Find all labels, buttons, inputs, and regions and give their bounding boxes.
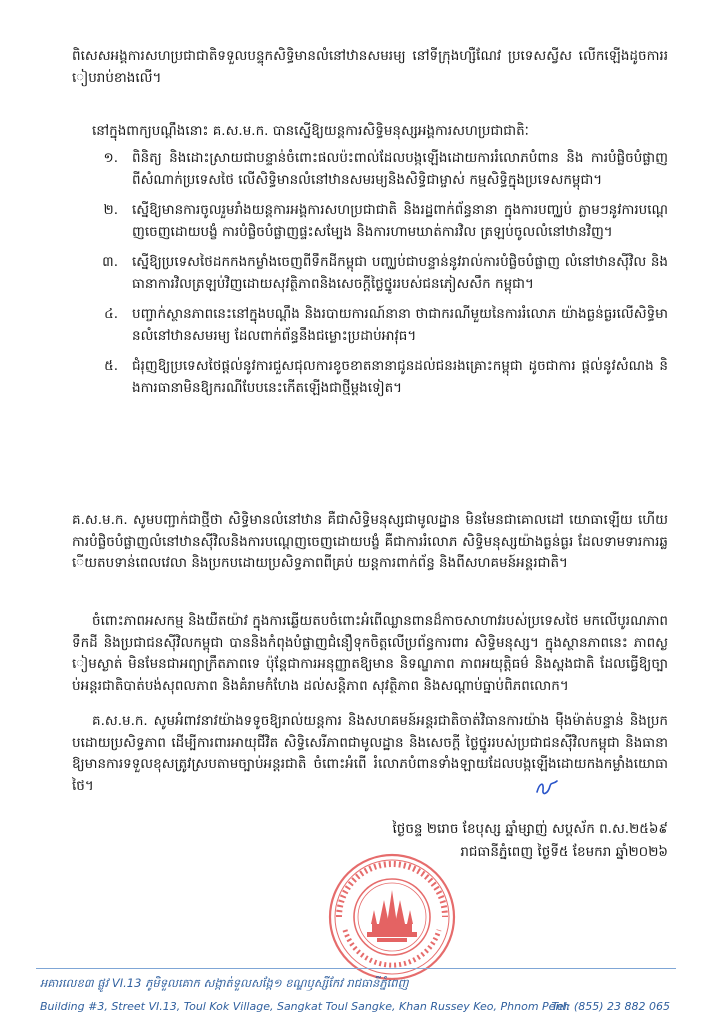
item-number: ២.: [103, 202, 118, 218]
intro-paragraph: ពិសេសអង្គការសហប្រជាជាតិទទួលបន្ទុកសិទ្ធិមានលំនៅឋានសមរម្យ នៅទីក្រុងហ្សឺណែវ ប្រទេសស្វីស លើកឡើងដូចការរៀបរាប់ខាងលើ។: [72, 48, 668, 86]
list-item: [72, 356, 668, 399]
footer-address-kh: អគារលេខ៣ ផ្លូវ VI.13 ភូមិទួលគោក សង្កាត់ទួលសង្កែ១ ខណ្ឌឫស្សីកែវ រាជធានីភ្នំពេញ: [40, 976, 409, 990]
request-list: [72, 148, 668, 408]
lunar-date: ថ្ងៃចន្ទ ២រោច ខែបុស្ស ឆ្នាំម្សាញ់ សប្តស័ក ព.ស.២៥៦៩: [392, 821, 668, 837]
item-number: ៥.: [104, 358, 118, 374]
item-number: ១.: [103, 150, 118, 166]
item-number: ៤.: [104, 306, 118, 322]
solar-date: រាជធានីភ្នំពេញ ថ្ងៃទី៥ ខែមករា ឆ្នាំ២០២៦: [460, 844, 668, 860]
list-item: [72, 304, 668, 347]
item-text: ពិនិត្យ និងដោះស្រាយជាបន្ទាន់ចំពោះផលប៉ះពាល់ដែលបង្កឡើងដោយការរំលោភបំពាន និង ការបំផ្លិចបំផ្លាញ ពីសំណាក់ប្រទេសថៃ លើសិទ្ធិមានលំនៅឋានសមរម្យនិងសិទ្ធិជាម្ចាស់ កម្មសិទ្ធិក្នុងប្រទេសកម្ពុជា។: [132, 150, 668, 188]
signature-mark: [534, 778, 560, 798]
list-item: [72, 148, 668, 191]
paragraph-inaction: ចំពោះភាពអសកម្ម និងយឺតយ៉ាវ ក្នុងការឆ្លើយតបចំពោះអំពើឈ្លានពានដ៏កាចសាហាវរបស់ប្រទេសថៃ មកលើបូរណភាពទឹកដី និងប្រជាជនស៊ីវិលកម្ពុជា បាននិងកំពុងបំផ្លាញជំនឿទុកចិត្តលើប្រព័ន្ធការពារ សិទ្ធិមនុស្ស។ ក្នុងស្ថានភាពនេះ ភាពស្ងៀមស្ងាត់ មិនមែនជាអព្យាក្រឹតភាពទេ ប៉ុន្តែជាការអនុញ្ញាតឱ្យមាន និទណ្ឌភាព ភាពអយុត្តិធម៌ និងស្ពងជាតិ ដែលធ្វើឱ្យច្បាប់អន្តរជាតិបាត់បង់សុពលភាព និងគំរាមកំហែង ដល់សន្តិភាព សុវត្ថិភាព និងសណ្តាប់ធ្នាប់ពិភពលោក។: [72, 613, 668, 694]
organization-seal: [327, 852, 457, 982]
item-text: បញ្ចាក់ស្ថានភាពនេះនៅក្នុងបណ្តឹង និងរបាយការណ៍នានា ថាជាករណីមួយនៃការរំលោភ យ៉ាងធ្ងន់ធ្ងរលើសិទ្ធិមានលំនៅឋានសមរម្យ ដែលពាក់ព័ន្ធនឹងជម្លោះប្រដាប់អាវុធ។: [132, 306, 668, 344]
paragraph-reaffirm: គ.ស.ម.ក. សូមបញ្ជាក់ជាថ្មីថា សិទ្ធិមានលំនៅឋាន គឺជាសិទ្ធិមនុស្សជាមូលដ្ឋាន មិនមែនជាគោលដៅ យោធាឡើយ ហើយការបំផ្លិចបំផ្លាញលំនៅឋានស៊ីវិលនិងការបណ្តេញចេញដោយបង្ខំ គឺជាការរំលោភ សិទ្ធិមនុស្សយ៉ាងធ្ងន់ធ្ងរ ដែលទាមទារការឆ្លើយតបទាន់ពេលវេលា និងប្រកបដោយប្រសិទ្ធភាពពីគ្រប់ យន្តការពាក់ព័ន្ធ និងពីសហគមន៍អន្តរជាតិ។: [72, 512, 668, 571]
item-number: ៣.: [102, 254, 118, 270]
footer-divider: [36, 968, 676, 969]
paragraph-appeal: គ.ស.ម.ក. សូមអំពាវនាវយ៉ាងទទូចឱ្យរាល់យន្តការ និងសហគមន៍អន្តរជាតិចាត់វិធានការយ៉ាង ម៉ឺងម៉ាត់បន្ទាន់ និងប្រកបដោយប្រសិទ្ធភាព ដើម្បីការពារអាយុជីវិត សិទ្ធិសេរីភាពជាមូលដ្ឋាន និងសេចក្តី ថ្លៃថ្នូររបស់ប្រជាជនស៊ីវិលកម្ពុជា និងធានាឱ្យមានការទទួលខុសត្រូវស្របតាមច្បាប់អន្តរជាតិ ចំពោះអំពើ រំលោភបំពានទាំងឡាយដែលបង្កឡើងដោយកងកម្លាំងយោធាថៃ។: [72, 713, 668, 794]
item-text: ស្នើឱ្យប្រទេសថៃដកកងកម្លាំងចេញពីទឹកដីកម្ពុជា បញ្ឈប់ជាបន្ទាន់នូវរាល់ការបំផ្លិចបំផ្លាញ លំនៅឋានស៊ីវិល និងធានាការវិលត្រឡប់វិញដោយសុវត្ថិភាពនិងសេចក្តីថ្លៃថ្នូររបស់ជនភៀសសឹក កម្ពុជា។: [132, 254, 668, 292]
item-text: ស្នើឱ្យមានការចូលរួមរាំងយន្តការអង្គការសហប្រជាជាតិ និងរដ្ឋពាក់ព័ន្ធនានា ក្នុងការបញ្ឈប់ ភ្លាមៗនូវការបណ្តេញចេញដោយបង្ខំ ការបំផ្លិចបំផ្លាញផ្ទះសម្បែង និងការហាមឃាត់ការវិល ត្រឡប់ចូលលំនៅឋានវិញ។: [132, 202, 668, 240]
temple-icon: [367, 890, 417, 942]
list-item: [72, 252, 668, 295]
footer-telephone: Tel: (855) 23 882 065: [551, 1000, 670, 1013]
list-item: [72, 200, 668, 243]
footer-address-en: Building #3, Street VI.13, Toul Kok Village, Sangkat Toul Sangke, Khan Russey Keo, Phnom Penh: [40, 1000, 570, 1013]
lead-paragraph: នៅក្នុងពាក្យបណ្តឹងនោះ គ.ស.ម.ក. បានស្នើឱ្យយន្តការសិទ្ធិមនុស្សអង្គការសហប្រជាជាតិៈ: [92, 123, 529, 139]
item-text: ជំរុញឱ្យប្រទេសថៃផ្តល់នូវការជួសជុលការខូចខាតនានាជូនដល់ជនរងគ្រោះកម្ពុជា ដូចជាការ ផ្តល់នូវសំណង និងការធានាមិនឱ្យករណីបែបនេះកើតឡើងជាថ្មីម្តងទៀត។: [132, 358, 668, 396]
